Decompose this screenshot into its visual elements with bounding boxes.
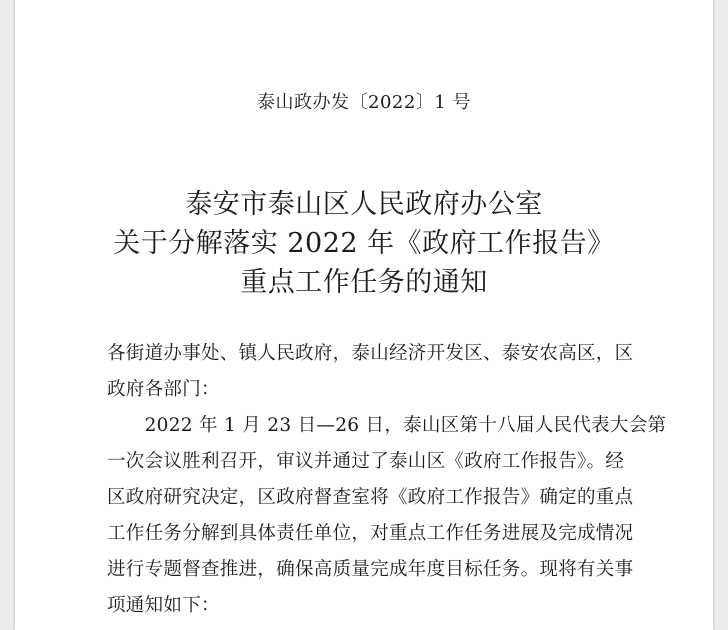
body-line-6: 工作任务分解到具体责任单位，对重点工作任务进展及完成情况 [107, 523, 634, 544]
title-line-2: 关于分解落实 2022 年《政府工作报告》 [113, 228, 615, 259]
document-number: 泰山政办发〔2022〕1 号 [257, 92, 471, 113]
body-line-4: 一次会议胜利召开，审议并通过了泰山区《政府工作报告》。经 [107, 451, 625, 472]
body-line-7: 进行专题督查推进，确保高质量完成年度目标任务。现将有关事 [107, 559, 634, 580]
title-line-3: 重点工作任务的通知 [240, 267, 488, 298]
body-line-1: 各街道办事处、镇人民政府，泰山经济开发区、泰安农高区，区 [107, 343, 634, 364]
body-line-5: 区政府研究决定，区政府督查室将《政府工作报告》确定的重点 [107, 487, 634, 508]
document-page [15, 0, 713, 630]
body-line-2: 政府各部门： [107, 379, 220, 400]
title-line-1: 泰安市泰山区人民政府办公室 [185, 189, 543, 220]
body-line-8: 项通知如下： [107, 595, 220, 616]
body-line-3: 2022 年 1 月 23 日—26 日，泰山区第十八届人民代表大会第 [107, 415, 667, 436]
